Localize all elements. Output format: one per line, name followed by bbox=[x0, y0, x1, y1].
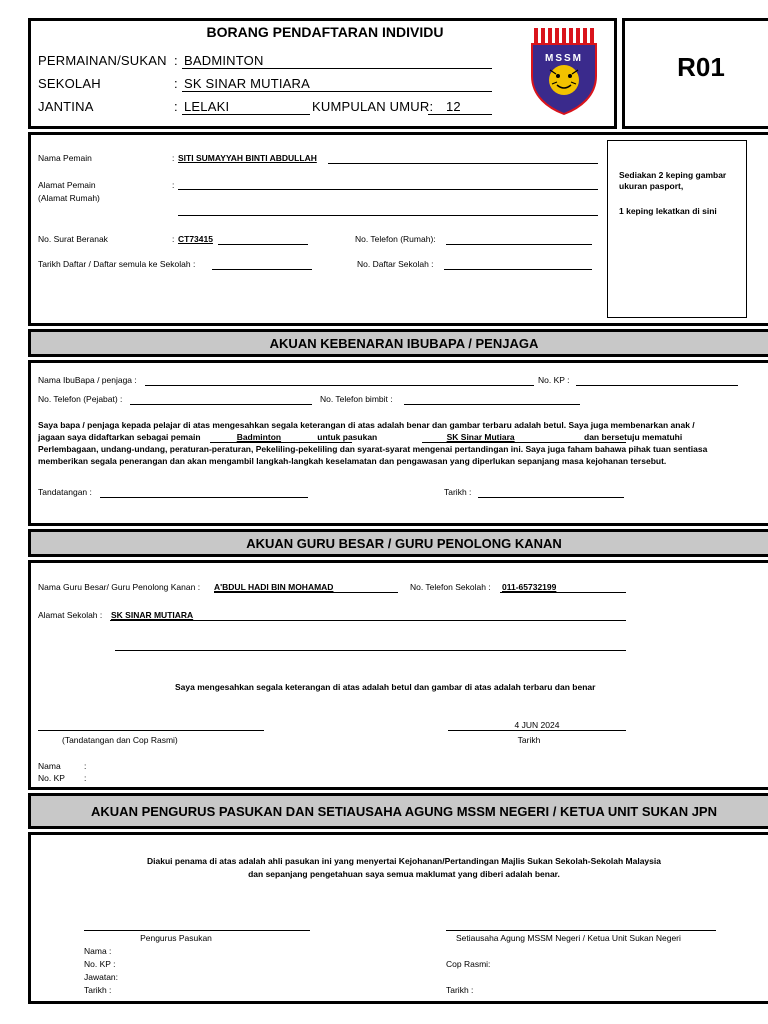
para-sport-line bbox=[210, 442, 352, 443]
hm-kp-colon: : bbox=[84, 773, 87, 783]
header-value-school: SK SINAR MUTIARA bbox=[184, 76, 310, 91]
hm-address-line-2 bbox=[115, 650, 626, 651]
player-name-colon: : bbox=[172, 153, 175, 163]
hm-address-value: SK SINAR MUTIARA bbox=[111, 610, 194, 620]
header-line-school bbox=[182, 91, 492, 92]
hm-kp-label: No. KP bbox=[38, 773, 65, 783]
parent-para-2b: untuk pasukan bbox=[317, 432, 378, 442]
birth-cert-label: No. Surat Beranak bbox=[38, 234, 108, 244]
parent-para-3: Perlembagaan, undang-undang, peraturan-peraturan, Pekeliling-pekeliling dan syarat-syarat mengenai pertandingan ini. Saya juga faham bahawa pihak tuan sentiasa bbox=[38, 444, 708, 454]
school-reg-line bbox=[444, 269, 592, 270]
office-phone-label: No. Telefon (Pejabat) : bbox=[38, 394, 123, 404]
manager-statement-2: dan sepanjang pengetahuan saya semua maklumat yang diberi adalah benar. bbox=[248, 869, 560, 879]
player-name-value: SITI SUMAYYAH BINTI ABDULLAH bbox=[178, 153, 317, 163]
manager-left-caption: Pengurus Pasukan bbox=[140, 933, 212, 943]
manager-left-jawatan: Jawatan: bbox=[84, 972, 119, 982]
birth-cert-line bbox=[218, 244, 308, 245]
header-colon-school: : bbox=[174, 76, 178, 91]
manager-left-kp: No. KP : bbox=[84, 959, 116, 969]
hm-date-caption: Tarikh bbox=[517, 735, 541, 745]
player-address-sub: (Alamat Rumah) bbox=[38, 193, 100, 203]
header-colon-gender: : bbox=[174, 99, 178, 114]
mobile-label: No. Telefon bimbit : bbox=[320, 394, 393, 404]
home-phone-line bbox=[446, 244, 592, 245]
mssm-logo bbox=[530, 24, 598, 116]
parent-heading: AKUAN KEBENARAN IBUBAPA / PENJAGA bbox=[28, 329, 768, 357]
parent-para-4: memberikan segala penerangan dan akan mengambil langkah-langkah keselamatan dan pengawasan yang diperlukan sepanjang masa kejohanan tersebut. bbox=[38, 456, 667, 466]
manager-heading: AKUAN PENGURUS PASUKAN DAN SETIAUSAHA AGUNG MSSM NEGERI / KETUA UNIT SUKAN JPN bbox=[28, 793, 768, 829]
parent-name-label: Nama IbuBapa / penjaga : bbox=[38, 375, 137, 385]
player-address-line-2 bbox=[178, 215, 598, 216]
player-address-label: Alamat Pemain bbox=[38, 180, 96, 190]
parent-para-1: Saya bapa / penjaga kepada pelajar di atas mengesahkan segala keterangan di atas adalah benar dan gambar terbaru adalah betul. Saya juga membenarkan anak / bbox=[38, 420, 695, 430]
parent-name-line bbox=[145, 385, 534, 386]
home-phone-label: No. Telefon (Rumah): bbox=[355, 234, 436, 244]
mssm-logo-text: MSSM bbox=[545, 53, 583, 64]
header-line-age bbox=[428, 114, 492, 115]
photo-note-1: Sediakan 2 keping gambar ukuran pasport, bbox=[619, 170, 727, 191]
parent-kp-label: No. KP : bbox=[538, 375, 570, 385]
birth-cert-value: CT73415 bbox=[178, 234, 213, 244]
hm-signature-line bbox=[38, 730, 264, 731]
para-team-line bbox=[422, 442, 626, 443]
photo-note-2: 1 keping lekatkan di sini bbox=[619, 206, 717, 216]
player-address-colon: : bbox=[172, 180, 175, 190]
manager-statement-1: Diakui penama di atas adalah ahli pasukan ini yang menyertai Kejohanan/Pertandingan Majlis Sukan Sekolah-Sekolah Malaysia bbox=[147, 856, 661, 866]
manager-left-nama: Nama : bbox=[84, 946, 112, 956]
form-code: R01 bbox=[677, 52, 725, 82]
hm-statement: Saya mengesahkan segala keterangan di atas adalah betul dan gambar di atas adalah terbaru dan benar bbox=[175, 682, 596, 692]
parent-para-2-sport: Badminton bbox=[236, 432, 282, 442]
school-reg-label: No. Daftar Sekolah : bbox=[357, 259, 434, 269]
parent-date-line bbox=[478, 497, 624, 498]
parent-para-2c: dan bersetuju mematuhi bbox=[584, 432, 683, 442]
header-value-gender: LELAKI bbox=[184, 99, 230, 114]
parent-para-2a: jagaan saya didaftarkan sebagai pemain bbox=[38, 432, 201, 442]
photo-box bbox=[607, 140, 747, 318]
player-address-line-1 bbox=[178, 189, 598, 190]
hm-address-line-1 bbox=[110, 620, 626, 621]
parent-date-label: Tarikh : bbox=[444, 487, 472, 497]
mobile-line bbox=[404, 404, 580, 405]
manager-right-stamp: Cop Rasmi: bbox=[446, 959, 491, 969]
hm-signature-caption: (Tandatangan dan Cop Rasmi) bbox=[62, 735, 178, 745]
manager-right-caption: Setiausaha Agung MSSM Negeri / Ketua Unit Sukan Negeri bbox=[456, 933, 681, 943]
hm-phone-line bbox=[500, 592, 626, 593]
player-name-label: Nama Pemain bbox=[38, 153, 92, 163]
birth-cert-colon: : bbox=[172, 234, 175, 244]
mssm-shield-icon bbox=[530, 24, 598, 116]
hm-phone-value: 011-65732199 bbox=[502, 582, 557, 592]
header-value-age: 12 bbox=[446, 99, 461, 114]
parent-kp-line bbox=[576, 385, 738, 386]
hm-nama-colon: : bbox=[84, 761, 87, 771]
parent-para-2-team: SK Sinar Mutiara bbox=[446, 432, 515, 442]
reg-date-label: Tarikh Daftar / Daftar semula ke Sekolah : bbox=[38, 259, 196, 269]
header-label-sport: PERMAINAN/SUKAN bbox=[38, 53, 167, 68]
header-label-age: KUMPULAN UMUR: bbox=[312, 99, 434, 114]
parent-para-2 bbox=[38, 432, 768, 443]
header-colon-sport: : bbox=[174, 53, 178, 68]
header-line-sport bbox=[182, 68, 492, 69]
parent-signature-line bbox=[100, 497, 308, 498]
office-phone-line bbox=[130, 404, 312, 405]
header-value-sport: BADMINTON bbox=[184, 53, 264, 68]
headmaster-box bbox=[28, 560, 768, 790]
parent-signature-label: Tandatangan : bbox=[38, 487, 92, 497]
hm-address-label: Alamat Sekolah : bbox=[38, 610, 103, 620]
header-line-gender bbox=[182, 114, 310, 115]
hm-name-line bbox=[214, 592, 398, 593]
header-label-school: SEKOLAH bbox=[38, 76, 101, 91]
hm-date-value: 4 JUN 2024 bbox=[514, 720, 560, 730]
hm-date-line bbox=[448, 730, 626, 731]
form-title: BORANG PENDAFTARAN INDIVIDU bbox=[206, 24, 444, 40]
hm-name-label: Nama Guru Besar/ Guru Penolong Kanan : bbox=[38, 582, 201, 592]
hm-phone-label: No. Telefon Sekolah : bbox=[410, 582, 491, 592]
reg-date-line bbox=[212, 269, 312, 270]
manager-left-tarikh: Tarikh : bbox=[84, 985, 112, 995]
hm-nama-label: Nama bbox=[38, 761, 61, 771]
manager-left-sign-line bbox=[84, 930, 310, 931]
player-name-line bbox=[328, 163, 598, 164]
header-label-gender: JANTINA bbox=[38, 99, 94, 114]
hm-name-value: A'BDUL HADI BIN MOHAMAD bbox=[214, 582, 334, 592]
headmaster-heading: AKUAN GURU BESAR / GURU PENOLONG KANAN bbox=[28, 529, 768, 557]
manager-right-sign-line bbox=[446, 930, 716, 931]
manager-right-date: Tarikh : bbox=[446, 985, 474, 995]
